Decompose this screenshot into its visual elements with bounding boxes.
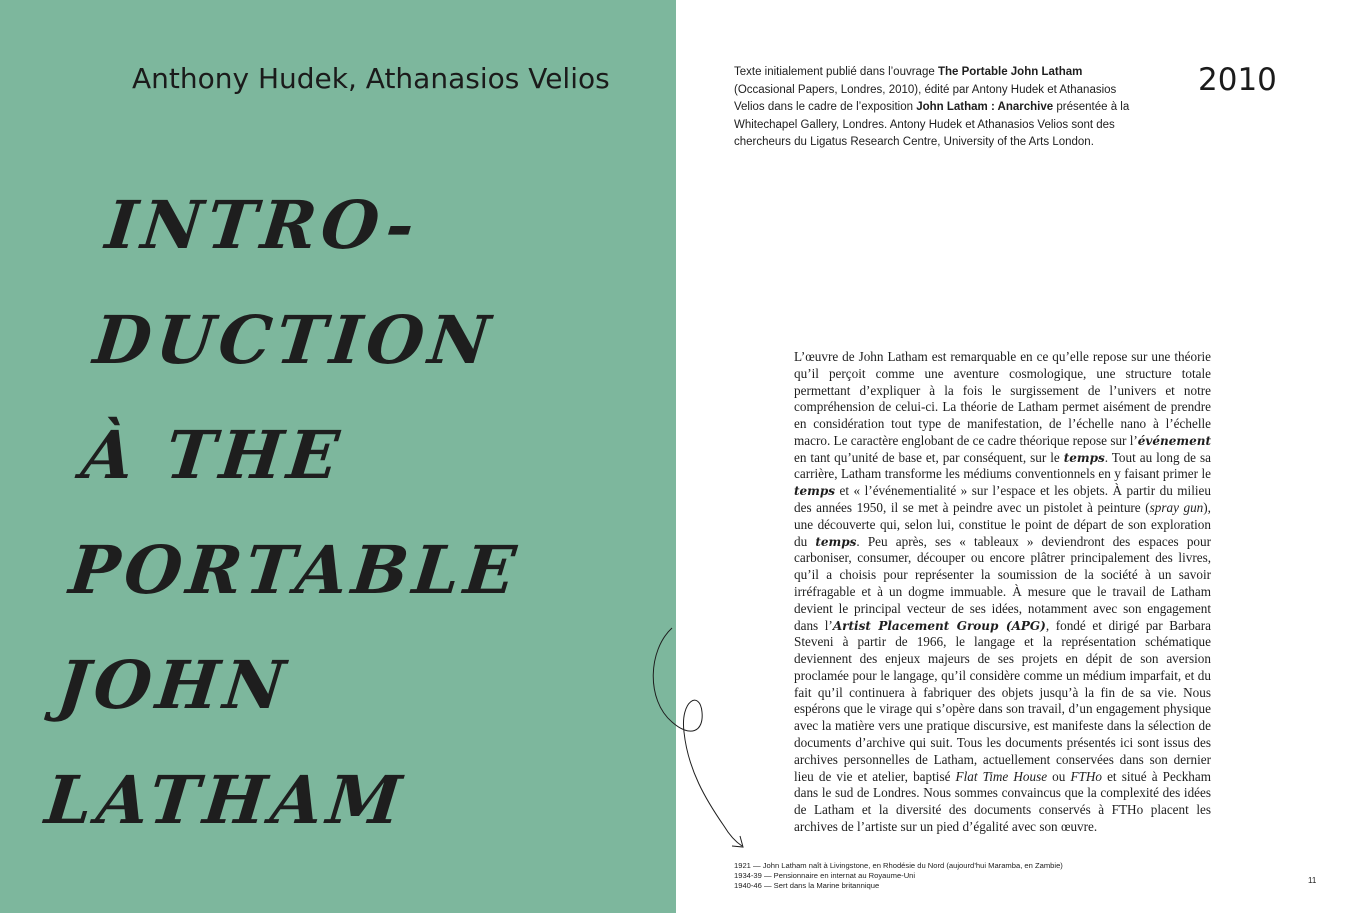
- source-note: Texte initialement publié dans l’ouvrage The Portable John Latham (Occasional Papers, Londres, 2010), édité par Antony Hudek et Athanasios Velios dans le cadre de l’exposition John Latham : Anarchive présentée à la Whitechapel Gallery, Londres. Antony Hudek et Athanasios Velios sont des chercheurs du Ligatus Research Centre, University of the Arts London.: [734, 66, 1130, 148]
- italic-term: Flat Time House: [955, 768, 1048, 784]
- year-label: 2010: [1198, 62, 1277, 98]
- authors: Anthony Hudek, Athanasios Velios: [132, 62, 610, 95]
- italic-term: spray gun: [1149, 500, 1204, 516]
- title-line: À THE: [77, 416, 348, 494]
- emphasis: événement: [1137, 433, 1211, 448]
- title-line: PORTABLE: [65, 531, 525, 609]
- timeline: [734, 861, 1234, 892]
- book-title: The Portable John Latham: [937, 66, 1083, 78]
- timeline-entry: 1934-39 — Pensionnaire en internat au Royaume-Uni: [734, 871, 916, 881]
- title-line: DUCTION: [90, 301, 499, 379]
- emphasis: temps: [1063, 450, 1105, 465]
- title-line: INTRO-: [102, 186, 423, 264]
- body-text: L’œuvre de John Latham est remarquable en ce qu’elle repose sur une théorie qu’il perçoit comme une aventure cosmologique, une structure totale permettant d’expliquer à la fois le surgissement de l’univers et notre compréhension de celui-ci. La théorie de Latham permet aisément de prendre en considération tout type de manifestation, de l’échelle nano à l’échelle macro. Le caractère englobant de ce cadre théorique repose sur l’événement en tant qu’unité de base et, par conséquent, sur le temps. Tout au long de sa carrière, Latham transforme les médiums conventionnels en y faisant primer le temps et « l’événementialité » sur l’espace et les objets. À partir du milieu des années 1950, il se met à peindre avec un pistolet à peinture (spray gun), une découverte qui, selon lui, constitue le point de départ de son exploration du temps. Peu après, ses « tableaux » deviendront des espaces pour carboniser, consumer, découper ou encore plâtrer principalement des livres, qu’il a choisis pour représenter la soumission de la société à un savoir irréfragable et à un dogme immuable. À mesure que le travail de Latham devient le principal vecteur de ses idées, notamment avec son engagement dans l’Artist Placement Group (APG), fondé et dirigé par Barbara Steveni à partir de 1966, le langage et la représentation schématique deviennent des enjeux majeurs de ses projets en dépit de son aversion proclamée pour le langage, qu’il considère comme un médium imparfait, et du fait qu’il continuera à fabriquer des objets jusqu’à la fin de sa vie. Nous espérons que le virage qui s’opère dans son travail, d’un engagement physique avec la matière vers une pratique discursive, est manifeste dans la sélection de documents d’archive qui suit. Tous les documents présentés ici sont issus des archives personnelles de Latham, actuellement conservées dans son dernier lieu de vie et atelier, baptisé Flat Time House ou FTHo et situé à Peckham dans le sud de Londres. Nous sommes convaincus que la complexité des idées de Latham et la diversité des documents conservés à FTHo placent les archives de l’artiste sur un pied d’égalité avec son œuvre.: [794, 349, 1212, 834]
- timeline-entry: 1921 — John Latham naît à Livingstone, en Rhodésie du Nord (aujourd’hui Maramba, en Zambie): [734, 861, 1063, 870]
- page-number: 11: [1308, 876, 1317, 885]
- italic-term: FTHo: [1070, 768, 1102, 784]
- timeline-entry: 1940-46 — Sert dans la Marine britannique: [734, 881, 880, 891]
- emphasis: temps: [815, 534, 857, 549]
- title-line: JOHN: [53, 646, 294, 724]
- article-title: [40, 168, 693, 858]
- title-line: LATHAM: [41, 761, 410, 839]
- emphasis: temps: [794, 484, 836, 499]
- exhibition-title: John Latham : Anarchive: [916, 101, 1054, 113]
- emphasis: Artist Placement Group (APG): [832, 618, 1046, 633]
